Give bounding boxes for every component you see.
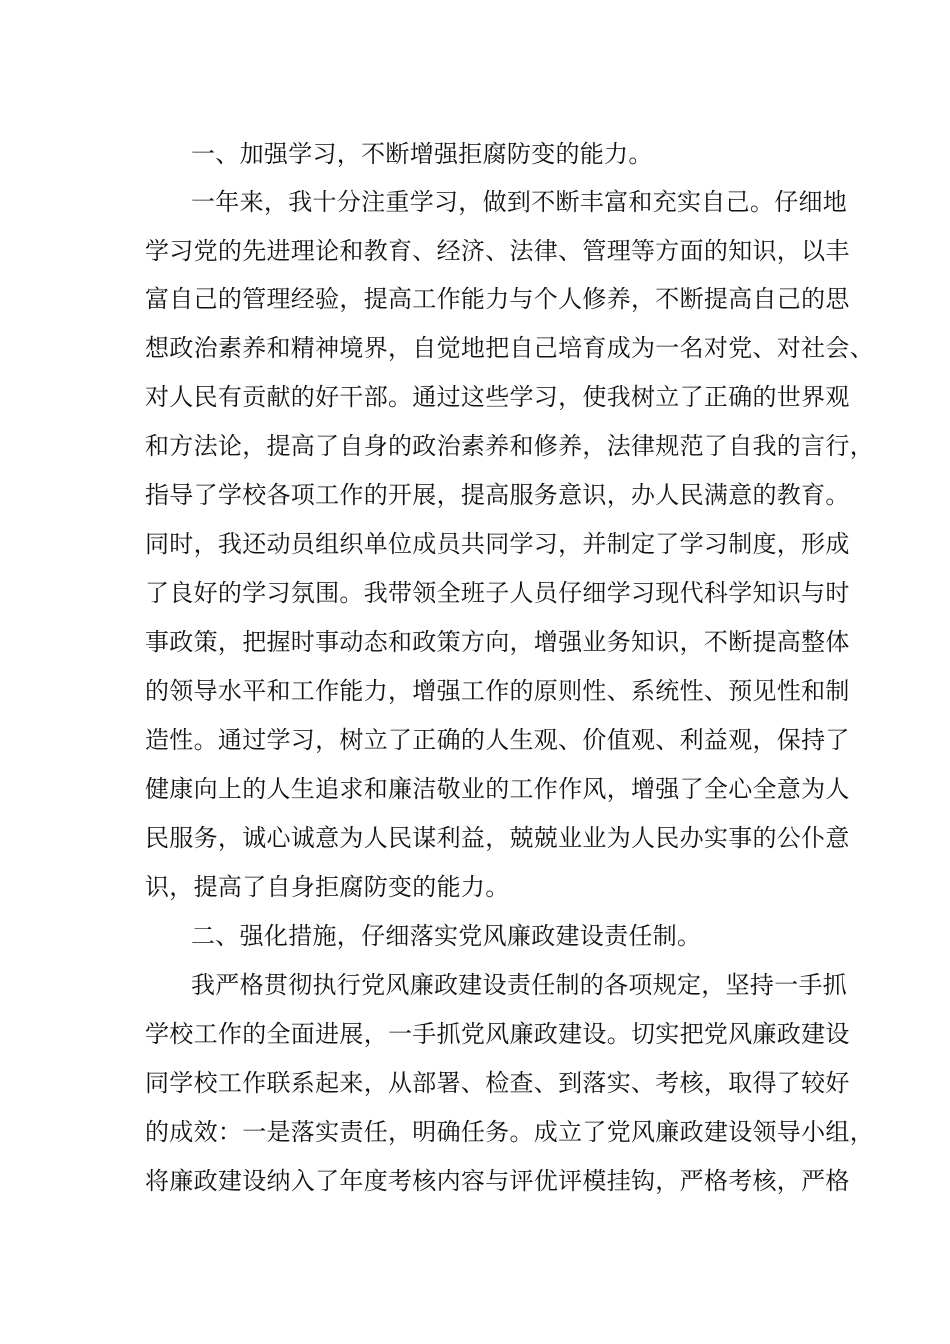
paragraph-line: 对人民有贡献的好干部。通过这些学习，使我树立了正确的世界观 — [145, 383, 850, 411]
paragraph-line: 指导了学校各项工作的开展，提高服务意识，办人民满意的教育。 — [145, 481, 850, 509]
paragraph-line: 同学校工作联系起来，从部署、检查、到落实、考核，取得了较好 — [145, 1069, 850, 1097]
paragraph-line: 学校工作的全面进展，一手抓党风廉政建设。切实把党风廉政建设 — [145, 1020, 850, 1048]
paragraph-line: 一年来，我十分注重学习，做到不断丰富和充实自己。仔细地 — [191, 188, 848, 216]
paragraph-line: 同时，我还动员组织单位成员共同学习，并制定了学习制度，形成 — [145, 530, 850, 558]
paragraph-line: 的领导水平和工作能力，增强工作的原则性、系统性、预见性和制 — [145, 677, 850, 705]
paragraph-line: 和方法论，提高了自身的政治素养和修养，法律规范了自我的言行， — [145, 432, 874, 460]
section-heading-2: 二、强化措施，仔细落实党风廉政建设责任制。 — [191, 922, 702, 950]
paragraph-line: 事政策，把握时事动态和政策方向，增强业务知识，不断提高整体 — [145, 628, 850, 656]
paragraph-line: 的成效：一是落实责任，明确任务。成立了党风廉政建设领导小组， — [145, 1118, 874, 1146]
paragraph-line: 将廉政建设纳入了年度考核内容与评优评模挂钩，严格考核，严格 — [145, 1167, 850, 1195]
paragraph-line: 健康向上的人生追求和廉洁敬业的工作作风，增强了全心全意为人 — [145, 775, 850, 803]
paragraph-line: 了良好的学习氛围。我带领全班子人员仔细学习现代科学知识与时 — [145, 579, 850, 607]
section-heading-1: 一、加强学习，不断增强拒腐防变的能力。 — [191, 140, 653, 168]
paragraph-line: 民服务，诚心诚意为人民谋利益，兢兢业业为人民办实事的公仆意 — [145, 824, 850, 852]
paragraph-line: 想政治素养和精神境界，自觉地把自己培育成为一名对党、对社会、 — [145, 334, 874, 362]
paragraph-line: 学习党的先进理论和教育、经济、法律、管理等方面的知识，以丰 — [145, 237, 850, 265]
paragraph-line: 造性。通过学习，树立了正确的人生观、价值观、利益观，保持了 — [145, 726, 850, 754]
paragraph-line: 我严格贯彻执行党风廉政建设责任制的各项规定，坚持一手抓 — [191, 971, 848, 999]
paragraph-line: 富自己的管理经验，提高工作能力与个人修养，不断提高自己的思 — [145, 285, 850, 313]
paragraph-line: 识，提高了自身拒腐防变的能力。 — [145, 873, 510, 901]
